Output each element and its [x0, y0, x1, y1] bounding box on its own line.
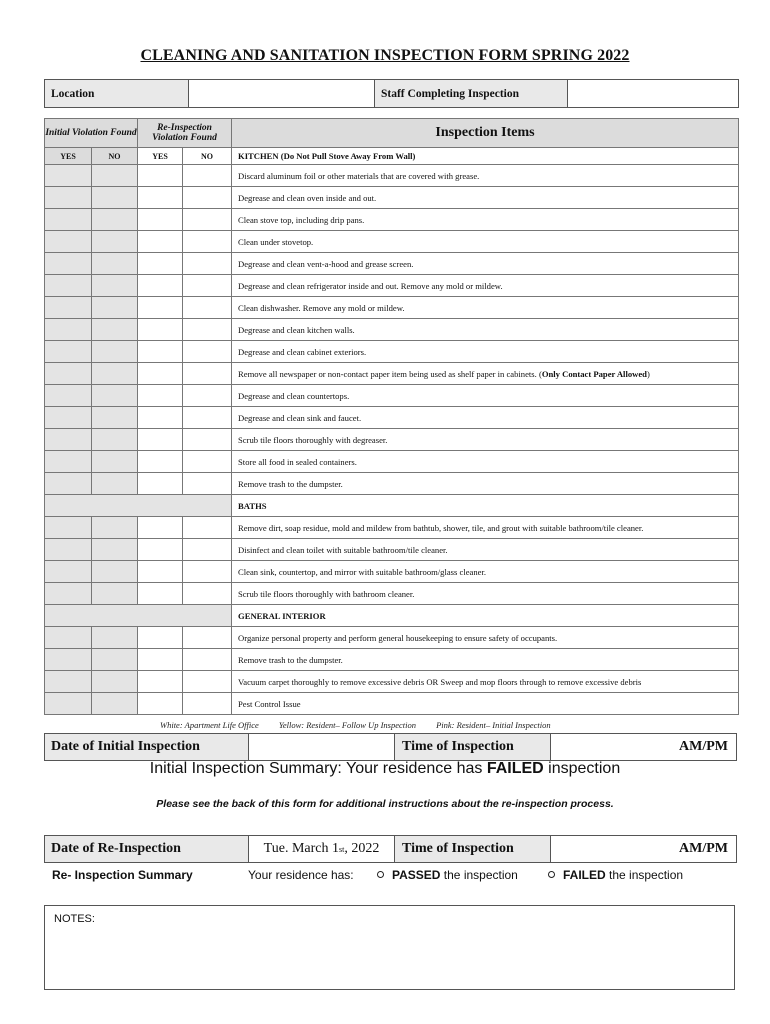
initial-yes-cell[interactable] [45, 517, 92, 539]
inspection-item: Remove trash to the dumpster. [232, 473, 739, 495]
reinspection-yes-cell[interactable] [138, 649, 183, 671]
reinspection-yes-cell[interactable] [138, 297, 183, 319]
passed-label: PASSED [392, 868, 441, 882]
initial-no-header: NO [92, 148, 138, 165]
reinspection-no-cell[interactable] [183, 407, 232, 429]
reinspection-no-cell[interactable] [183, 341, 232, 363]
table-row [45, 165, 739, 187]
reinspection-time-label: Time of Inspection [395, 836, 551, 862]
initial-yes-cell[interactable] [45, 671, 92, 693]
reinspection-no-cell[interactable] [183, 539, 232, 561]
baths-section-title: BATHS [232, 495, 739, 517]
table-row [45, 407, 739, 429]
inspection-item: Pest Control Issue [232, 693, 739, 715]
reinspection-no-cell[interactable] [183, 561, 232, 583]
initial-yes-cell[interactable] [45, 583, 92, 605]
initial-no-cell[interactable] [92, 429, 138, 451]
reinspection-no-cell[interactable] [183, 297, 232, 319]
table-row [45, 319, 739, 341]
initial-no-cell[interactable] [92, 253, 138, 275]
table-row [45, 253, 739, 275]
table-row [45, 451, 739, 473]
inspection-item-end: ) [646, 368, 650, 379]
initial-no-cell[interactable] [92, 231, 138, 253]
initial-yes-cell[interactable] [45, 187, 92, 209]
table-row [45, 539, 739, 561]
reinspection-date-sup: st [338, 844, 345, 854]
notes-label: NOTES: [54, 913, 95, 925]
initial-summary [0, 760, 770, 778]
reinspection-date-label: Date of Re-Inspection [45, 836, 249, 862]
initial-no-cell[interactable] [92, 627, 138, 649]
initial-yes-cell[interactable] [45, 561, 92, 583]
initial-yes-cell[interactable] [45, 297, 92, 319]
table-row [45, 627, 739, 649]
copy-white: White: Apartment Life Office [160, 720, 259, 730]
initial-time-label: Time of Inspection [395, 734, 551, 760]
initial-inspection-row [44, 733, 737, 761]
inspection-item: Degrease and clean countertops. [232, 385, 739, 407]
reinspection-date-main: Tue. March 1 [263, 841, 339, 856]
copy-yellow: Yellow: Resident– Follow Up Inspection [278, 720, 416, 730]
reinspection-no-cell[interactable] [183, 671, 232, 693]
passed-option[interactable] [377, 868, 518, 882]
reinspection-no-cell[interactable] [183, 363, 232, 385]
reinspection-yes-cell[interactable] [138, 671, 183, 693]
table-row [45, 517, 739, 539]
reinspection-yes-cell[interactable] [138, 231, 183, 253]
initial-no-cell[interactable] [92, 539, 138, 561]
inspection-item: Scrub tile floors thoroughly with bathroom cleaner. [232, 583, 739, 605]
table-row [45, 583, 739, 605]
inspection-item: Degrease and clean refrigerator inside and out. Remove any mold or mildew. [232, 275, 739, 297]
location-label: Location [45, 80, 189, 107]
reinspection-no-cell[interactable] [183, 319, 232, 341]
inspection-item: Clean sink, countertop, and mirror with suitable bathroom/glass cleaner. [232, 561, 739, 583]
initial-yes-cell[interactable] [45, 231, 92, 253]
table-row [45, 649, 739, 671]
initial-time-field[interactable]: AM/PM [679, 739, 728, 754]
form-title: CLEANING AND SANITATION INSPECTION FORM SPRING 2022 [140, 47, 630, 64]
inspection-item: Disinfect and clean toilet with suitable bathroom/tile cleaner. [232, 539, 739, 561]
reinspection-date-field[interactable] [249, 836, 395, 862]
reinspection-yes-cell[interactable] [138, 165, 183, 187]
initial-no-cell[interactable] [92, 649, 138, 671]
initial-no-cell[interactable] [92, 165, 138, 187]
reinspection-no-cell[interactable] [183, 693, 232, 715]
failed-radio-icon[interactable] [548, 871, 555, 878]
reinspection-no-cell[interactable] [183, 209, 232, 231]
initial-no-cell[interactable] [92, 671, 138, 693]
initial-no-cell[interactable] [92, 473, 138, 495]
inspection-item: Organize personal property and perform general housekeeping to ensure safety of occupants. [232, 627, 739, 649]
reinspection-yes-cell[interactable] [138, 407, 183, 429]
initial-yes-cell[interactable] [45, 209, 92, 231]
reinspection-date-year: , 2022 [344, 841, 380, 856]
initial-yes-cell[interactable] [45, 627, 92, 649]
reinspection-yes-cell[interactable] [138, 693, 183, 715]
initial-yes-cell[interactable] [45, 649, 92, 671]
table-row [45, 363, 739, 385]
table-row [45, 231, 739, 253]
passed-suffix: the inspection [440, 868, 518, 882]
reinspection-violation-header: Re-Inspection Violation Found [138, 119, 232, 148]
reinspection-yes-cell[interactable] [138, 341, 183, 363]
reinspection-summary-text: Your residence has: [248, 868, 354, 882]
inspection-table [44, 118, 739, 715]
table-row [45, 297, 739, 319]
inspection-item: Degrease and clean oven inside and out. [232, 187, 739, 209]
initial-no-cell[interactable] [92, 583, 138, 605]
passed-radio-icon[interactable] [377, 871, 384, 878]
initial-summary-result: FAILED [486, 760, 544, 777]
initial-no-cell[interactable] [92, 407, 138, 429]
reinspection-no-cell[interactable] [183, 253, 232, 275]
notes-box[interactable] [44, 905, 735, 990]
inspection-item-text: Remove all newspaper or non-contact paper item being used as shelf paper in cabinets. ( [238, 368, 542, 379]
reinspection-yes-cell[interactable] [138, 561, 183, 583]
reinspection-no-cell[interactable] [183, 187, 232, 209]
initial-summary-suffix: inspection [543, 760, 621, 777]
baths-section-shade [45, 495, 232, 517]
reinspection-no-cell[interactable] [183, 231, 232, 253]
reinspection-yes-cell[interactable] [138, 363, 183, 385]
inspection-item: Discard aluminum foil or other materials that are covered with grease. [232, 165, 739, 187]
initial-yes-cell[interactable] [45, 341, 92, 363]
inspection-item: Clean dishwasher. Remove any mold or mildew. [232, 297, 739, 319]
reinspection-yes-cell[interactable] [138, 539, 183, 561]
reinspection-no-cell[interactable] [183, 451, 232, 473]
reinspection-yes-cell[interactable] [138, 253, 183, 275]
initial-no-cell[interactable] [92, 275, 138, 297]
reinspection-no-cell[interactable] [183, 165, 232, 187]
initial-summary-prefix: Initial Inspection Summary: Your residence has [149, 760, 487, 777]
initial-yes-cell[interactable] [45, 165, 92, 187]
failed-suffix: the inspection [605, 868, 684, 882]
initial-date-field[interactable] [249, 734, 395, 760]
initial-yes-cell[interactable] [45, 253, 92, 275]
staff-field[interactable] [568, 80, 738, 107]
reinspection-time-field[interactable]: AM/PM [679, 841, 728, 856]
initial-yes-cell[interactable] [45, 693, 92, 715]
reinspection-yes-cell[interactable] [138, 583, 183, 605]
reinspection-yes-cell[interactable] [138, 275, 183, 297]
initial-yes-cell[interactable] [45, 429, 92, 451]
initial-date-label: Date of Initial Inspection [45, 734, 249, 760]
initial-yes-cell[interactable] [45, 363, 92, 385]
initial-no-cell[interactable] [92, 297, 138, 319]
inspection-item: Degrease and clean kitchen walls. [232, 319, 739, 341]
reinspection-yes-cell[interactable] [138, 451, 183, 473]
inspection-item [232, 363, 739, 385]
initial-no-cell[interactable] [92, 517, 138, 539]
reinspection-yes-cell[interactable] [138, 517, 183, 539]
table-row [45, 429, 739, 451]
initial-yes-cell[interactable] [45, 319, 92, 341]
reinspection-yes-header: YES [138, 148, 183, 165]
table-row [45, 275, 739, 297]
reinspection-yes-cell[interactable] [138, 385, 183, 407]
initial-no-cell[interactable] [92, 187, 138, 209]
initial-yes-cell[interactable] [45, 539, 92, 561]
reinspection-no-cell[interactable] [183, 649, 232, 671]
copy-pink: Pink: Resident– Initial Inspection [436, 720, 551, 730]
table-row [45, 561, 739, 583]
staff-label: Staff Completing Inspection [375, 80, 568, 107]
reinspection-yes-cell[interactable] [138, 429, 183, 451]
reinspection-no-cell[interactable] [183, 517, 232, 539]
table-row [45, 187, 739, 209]
table-row [45, 385, 739, 407]
initial-no-cell[interactable] [92, 561, 138, 583]
general-section-title: GENERAL INTERIOR [232, 605, 739, 627]
initial-no-cell[interactable] [92, 451, 138, 473]
reinspection-row [44, 835, 737, 863]
inspection-item: Degrease and clean sink and faucet. [232, 407, 739, 429]
initial-yes-cell[interactable] [45, 275, 92, 297]
reinspection-no-cell[interactable] [183, 583, 232, 605]
reinspection-no-cell[interactable] [183, 275, 232, 297]
initial-no-cell[interactable] [92, 693, 138, 715]
failed-option[interactable] [548, 868, 683, 882]
inspection-item: Degrease and clean vent-a-hood and grease screen. [232, 253, 739, 275]
reinspection-summary-label: Re- Inspection Summary [52, 868, 193, 882]
initial-yes-cell[interactable] [45, 407, 92, 429]
inspection-item: Vacuum carpet thoroughly to remove excessive debris OR Sweep and mop floors through to remove excessive debris [232, 671, 739, 693]
kitchen-section-title: KITCHEN (Do Not Pull Stove Away From Wall) [232, 148, 739, 165]
initial-yes-cell[interactable] [45, 385, 92, 407]
reinspection-yes-cell[interactable] [138, 627, 183, 649]
inspection-item: Degrease and clean cabinet exteriors. [232, 341, 739, 363]
reinspection-yes-cell[interactable] [138, 473, 183, 495]
table-row [45, 209, 739, 231]
inspection-item-emphasis: Only Contact Paper Allowed [541, 368, 647, 379]
initial-yes-cell[interactable] [45, 473, 92, 495]
inspection-item: Clean under stovetop. [232, 231, 739, 253]
inspection-item: Clean stove top, including drip pans. [232, 209, 739, 231]
initial-no-cell[interactable] [92, 319, 138, 341]
inspection-item: Remove dirt, soap residue, mold and mildew from bathtub, shower, tile, and grout with suitable bathroom/tile cleaner. [232, 517, 739, 539]
reinspection-no-cell[interactable] [183, 627, 232, 649]
table-row [45, 473, 739, 495]
initial-no-cell[interactable] [92, 209, 138, 231]
location-field[interactable] [189, 80, 375, 107]
general-section-shade [45, 605, 232, 627]
reinspection-no-header: NO [183, 148, 232, 165]
location-row [44, 79, 739, 108]
copy-distribution [160, 720, 569, 730]
back-instructions-note: Please see the back of this form for additional instructions about the re-inspection process. [156, 798, 614, 810]
reinspection-no-cell[interactable] [183, 385, 232, 407]
initial-no-cell[interactable] [92, 363, 138, 385]
inspection-items-header: Inspection Items [232, 119, 739, 148]
initial-yes-cell[interactable] [45, 451, 92, 473]
reinspection-no-cell[interactable] [183, 429, 232, 451]
initial-violation-header: Initial Violation Found [45, 119, 138, 148]
initial-no-cell[interactable] [92, 385, 138, 407]
initial-no-cell[interactable] [92, 341, 138, 363]
inspection-item: Store all food in sealed containers. [232, 451, 739, 473]
reinspection-yes-cell[interactable] [138, 187, 183, 209]
initial-yes-header: YES [45, 148, 92, 165]
reinspection-yes-cell[interactable] [138, 209, 183, 231]
table-row [45, 671, 739, 693]
inspection-item: Remove trash to the dumpster. [232, 649, 739, 671]
failed-label: FAILED [563, 868, 606, 882]
table-row [45, 693, 739, 715]
reinspection-no-cell[interactable] [183, 473, 232, 495]
table-row [45, 341, 739, 363]
inspection-item: Scrub tile floors thoroughly with degreaser. [232, 429, 739, 451]
reinspection-yes-cell[interactable] [138, 319, 183, 341]
